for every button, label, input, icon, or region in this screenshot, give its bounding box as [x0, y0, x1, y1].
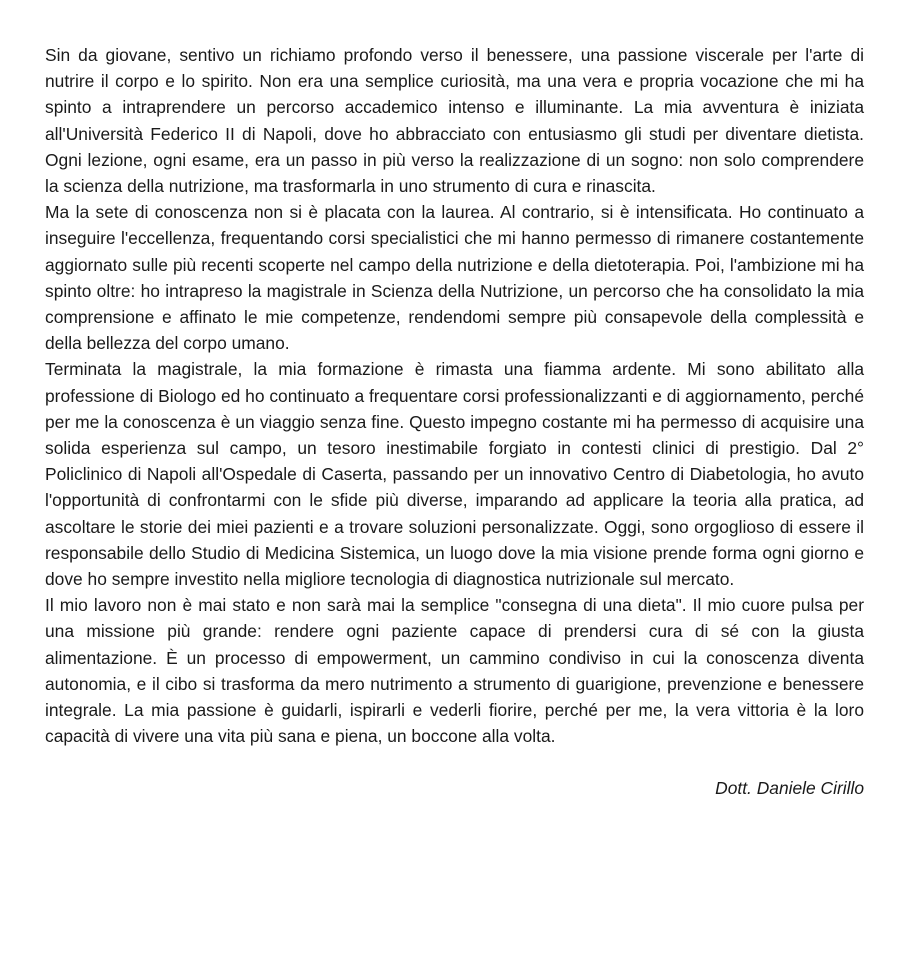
paragraph-experience: Terminata la magistrale, la mia formazione è rimasta una fiamma ardente. Mi sono abilitato alla professione di Biologo ed ho continuato a frequentare corsi professionalizzanti e di aggiornamento, perché per me la conoscenza è un viaggio senza fine. Questo impegno costante mi ha permesso di acquisire una solida esperienza sul campo, un tesoro inestimabile forgiato in contesti clinici di prestigio. Dal 2° Policlinico di Napoli all'Ospedale di Caserta, passando per un innovativo Centro di Diabetologia, ho avuto l'opportunità di confrontarmi con le sfide più diverse, imparando ad applicare la teoria alla pratica, ad ascoltare le storie dei miei pazienti e a trovare soluzioni personalizzate. Oggi, sono orgoglioso di essere il responsabile dello Studio di Medicina Sistemica, un luogo dove la mia visione prende forma ogni giorno e dove ho sempre investito nella migliore tecnologia di diagnostica nutrizionale sul mercato. — [45, 359, 864, 590]
paragraph-mission: Il mio lavoro non è mai stato e non sarà mai la semplice "consegna di una dieta". Il mio cuore pulsa per una missione più grande: rendere ogni paziente capace di prendersi cura di sé con la giusta alimentazione. È un processo di empowerment, un cammino condiviso in cui la conoscenza diventa autonomia, e il cibo si trasforma da mero nutrimento a strumento di guarigione, prevenzione e benessere integrale. La mia passione è guidarli, ispirarli e vederli fiorire, perché per me, la vera vittoria è la loro capacità di vivere una vita più sana e piena, un boccone alla volta. — [45, 595, 864, 747]
paragraph-education: Sin da giovane, sentivo un richiamo profondo verso il benessere, una passione viscerale per l'arte di nutrire il corpo e lo spirito. Non era una semplice curiosità, ma una vera e propria vocazione che mi ha spinto a intraprendere un percorso accademico intenso e illuminante. La mia avventura è iniziata all'Università Federico II di Napoli, dove ho abbracciato con entusiasmo gli studi per diventare dietista. Ogni lezione, ogni esame, era un passo in più verso la realizzazione di un sogno: non solo comprendere la scienza della nutrizione, ma trasformarla in uno strumento di cura e rinascita. — [45, 45, 864, 197]
paragraph-specialization: Ma la sete di conoscenza non si è placata con la laurea. Al contrario, si è intensificata. Ho continuato a inseguire l'eccellenza, frequentando corsi specialistici che mi hanno permesso di rimanere costantemente aggiornato sulle più recenti scoperte nel campo della nutrizione e della dietoterapia. Poi, l'ambizione mi ha spinto oltre: ho intrapreso la magistrale in Scienza della Nutrizione, un percorso che ha consolidato la mia comprensione e affinato le mie competenze, rendendomi sempre più consapevole della complessità e della bellezza del corpo umano. — [45, 202, 864, 354]
biography-text — [45, 42, 864, 802]
signature: Dott. Daniele Cirillo — [715, 778, 864, 799]
